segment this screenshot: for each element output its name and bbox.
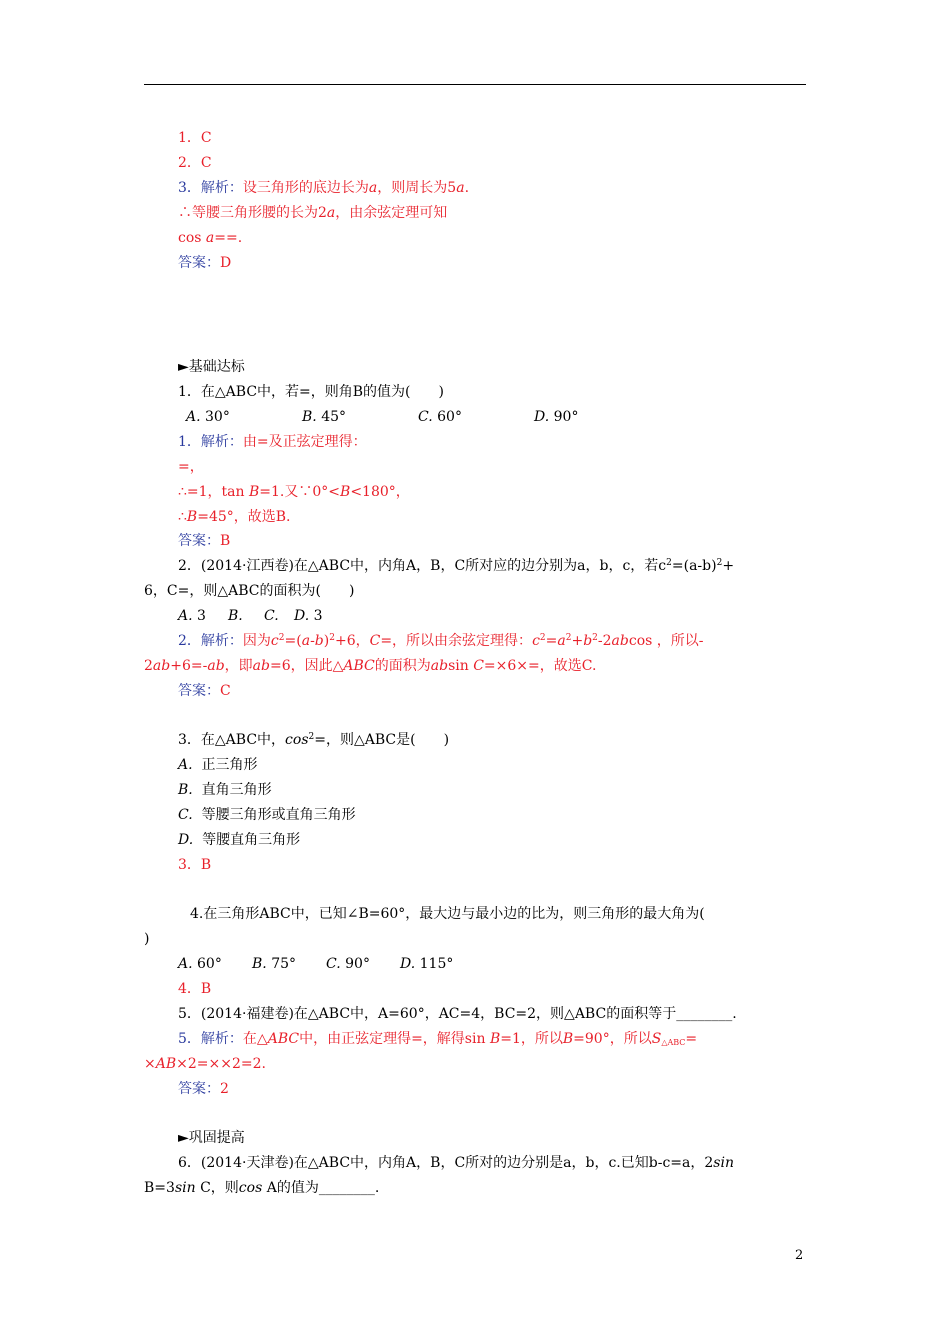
option-d: D. 3 [294,608,323,624]
question-2-answer: 答案：C [178,683,231,699]
question-4-stem-line-1: 4.在三角形ABC中，已知∠B=60°，最大边与最小边的比为，则三角形的最大角为( [190,906,705,922]
question-1-solution-line-4: ∴B=45°，故选B. [178,509,291,525]
question-2-solution-line-2: 2ab+6=-ab，即ab=6，因此△ABC的面积为absin C=×6×=，故选C. [144,658,597,674]
option-b: B. 75° [252,956,297,972]
option-a: A. 60° [178,956,222,972]
question-3-answer: 3．B [178,857,212,873]
prev-answer-1: 1．C [178,130,212,146]
question-2-options [178,606,323,626]
option-a: A. 30° [186,409,230,425]
question-2-stem-line-2: 6，C=，则△ABC的面积为( ) [144,583,355,599]
option-a: A. 3 [178,608,206,624]
question-3-option-a: A. 正三角形 [178,757,258,773]
prev-solution-3-line-1: 3．解析：设三角形的底边长为a，则周长为5a. [178,180,470,196]
prev-solution-3-line-2: ∴等腰三角形腰的长为2a，由余弦定理可知 [178,205,448,221]
question-1-options [186,407,578,427]
question-4-answer: 4．B [178,981,212,997]
option-c: C. [264,608,279,624]
question-5-answer: 答案：2 [178,1081,229,1097]
question-4-stem-line-2: ) [144,931,150,947]
question-6-stem-line-2: B=3sin C，则cos A的值为________. [144,1180,380,1196]
question-4-options [178,954,453,974]
prev-solution-3-line-3: cos a==. [178,230,243,246]
option-d: D. 90° [534,409,579,425]
prev-answer-2: 2．C [178,155,212,171]
option-c: C. 60° [418,409,462,425]
question-5-solution-line-1: 5．解析：在△ABC中，由正弦定理得=，解得sin B=1，所以B=90°，所以$S_{\triangle ABC}=$ [178,1031,698,1047]
question-1-solution-line-3: ∴=1，tan B=1.又∵0°<B<180°， [178,484,410,500]
question-1-answer: 答案：B [178,533,231,549]
question-1-solution-line-1: 1．解析：由=及正弦定理得： [178,434,367,450]
question-5-solution-line-2: ×AB×2=××2=2. [144,1056,266,1072]
header-rule [144,84,806,85]
solution-label: 3．解析： [178,180,243,196]
prev-answer-line: 答案：D [178,255,232,271]
option-d: D. 115° [400,956,454,972]
question-1-solution-line-2: =， [178,459,204,475]
question-6-stem-line-1: 6．(2014·天津卷)在△ABC中，内角A，B，C所对的边分别是a，b，c.已知b-c=a，2sin [178,1155,734,1171]
option-b: B. 45° [302,409,347,425]
section-title-consolidate: ►巩固提高 [178,1130,245,1146]
question-2-stem-line-1: 2．(2014·江西卷)在△ABC中，内角A，B，C所对应的边分别为a，b，c，若$c^2=(a-b)^2+$ [178,558,735,574]
question-3-stem: 3．在△ABC中，$\cos^2=$，则△ABC是( ) [178,732,450,748]
option-c: C. 90° [326,956,370,972]
question-5-stem: 5．(2014·福建卷)在△ABC中，A=60°，AC=4，BC=2，则△ABC的面积等于________. [178,1006,737,1022]
page-number: 2 [795,1248,804,1263]
question-3-option-c: C. 等腰三角形或直角三角形 [178,807,356,823]
question-3-option-b: B. 直角三角形 [178,782,272,798]
question-2-solution-line-1: 2．解析：因为$c^2=(a-b)^2+6$，C=，所以由余弦定理得：$c^2=a^2+b^2-2abcos$ ，所以- [178,633,704,649]
option-b: B. [228,608,243,624]
section-title-basic: ►基础达标 [178,359,245,375]
question-3-option-d: D. 等腰直角三角形 [178,832,301,848]
question-1-stem: 1．在△ABC中，若=，则角B的值为( ) [178,384,444,400]
